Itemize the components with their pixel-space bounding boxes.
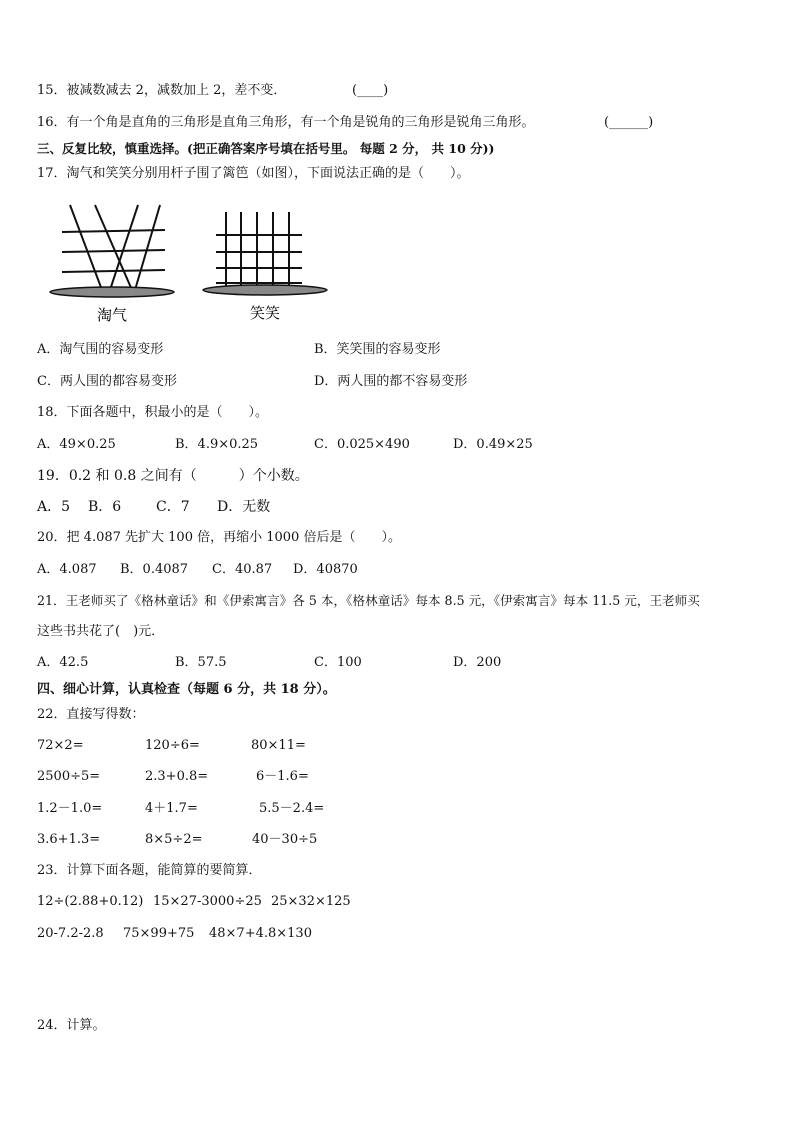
calc-item: 3.6+1.3=: [37, 832, 101, 847]
option-c[interactable]: C．40.87: [212, 562, 273, 577]
ground-shadow: [50, 287, 174, 297]
option-b[interactable]: B．笑笑围的容易变形: [314, 342, 441, 357]
option-d[interactable]: D．两人围的都不容易变形: [314, 374, 468, 389]
calc-item: 4＋1.7=: [145, 801, 198, 816]
calc-item: 2.3+0.8=: [145, 769, 209, 784]
option-b[interactable]: B．0.4087: [120, 562, 189, 577]
question-15: [37, 82, 286, 100]
question-22: 22．直接写得数：: [37, 707, 145, 722]
question-21: 21．王老师买了《格林童话》和《伊索寓言》各 5 本，《格林童话》每本 8.5 元，《伊索寓言》每本 11.5 元，王老师买: [37, 593, 700, 608]
calc-item: 40－30÷5: [252, 832, 318, 847]
option-b[interactable]: B．57.5: [175, 655, 227, 670]
calc-item: 8×5÷2=: [145, 832, 203, 847]
section-heading-3: 三、反复比较，慎重选择。(把正确答案序号填在括号里。 每题 2 分， 共 10 分)): [37, 141, 495, 156]
calc-item: 120÷6=: [145, 738, 200, 753]
fence-taoqi: [62, 205, 165, 290]
section-heading-4: 四、细心计算，认真检查（每题 6 分，共 18 分）。: [37, 682, 336, 697]
question-text: 15．被减数减去 2，减数加上 2，差不变．: [37, 83, 287, 98]
question-16: 16．有一个角是直角的三角形是直角三角形，有一个角是锐角的三角形是锐角三角形。: [37, 115, 535, 130]
calc-item: 15×27-3000÷25: [153, 894, 262, 909]
answer-blank[interactable]: (______): [604, 115, 654, 130]
fence-xiaoxiao: [216, 212, 302, 290]
calc-item: 48×7+4.8×130: [209, 926, 312, 941]
option-b[interactable]: B．6: [88, 499, 122, 515]
calc-item: 12÷(2.88+0.12): [37, 894, 144, 909]
option-d[interactable]: D．40870: [293, 562, 358, 577]
question-17: 17．淘气和笑笑分别用杆子围了篱笆（如图），下面说法正确的是（ ）。: [37, 166, 470, 181]
option-a[interactable]: A．49×0.25: [37, 437, 116, 452]
calc-item: 6－1.6=: [256, 769, 309, 784]
question-19: 19．0.2 和 0.8 之间有（ ）个小数。: [37, 468, 309, 484]
calc-item: 2500÷5=: [37, 769, 101, 784]
answer-blank[interactable]: (____): [352, 83, 389, 98]
fence-figure: [40, 200, 340, 330]
calc-item: 80×11=: [251, 738, 306, 753]
option-a[interactable]: A．淘气围的容易变形: [37, 342, 164, 357]
option-c[interactable]: C．0.025×490: [314, 437, 410, 452]
option-c[interactable]: C．7: [156, 499, 190, 515]
option-b[interactable]: B．4.9×0.25: [175, 437, 259, 452]
option-c[interactable]: C．两人围的都容易变形: [37, 374, 177, 389]
calc-item: 75×99+75: [123, 926, 195, 941]
calc-item: 25×32×125: [271, 894, 351, 909]
option-d[interactable]: D．200: [453, 655, 502, 670]
calc-item: 72×2=: [37, 738, 84, 753]
option-d[interactable]: D．0.49×25: [453, 437, 533, 452]
question-21-line2: 这些书共花了( )元．: [37, 624, 165, 639]
option-a[interactable]: A．4.087: [37, 562, 97, 577]
question-18: 18．下面各题中，积最小的是（ ）。: [37, 405, 269, 420]
question-20: 20．把 4.087 先扩大 100 倍，再缩小 1000 倍后是（ ）。: [37, 530, 401, 545]
calc-item: 5.5－2.4=: [259, 801, 325, 816]
calc-item: 20-7.2-2.8: [37, 926, 104, 941]
fence-label-xiaoxiao: 笑笑: [249, 304, 281, 322]
option-a[interactable]: A．42.5: [37, 655, 89, 670]
option-a[interactable]: A．5: [37, 499, 71, 515]
calc-item: 1.2－1.0=: [37, 801, 103, 816]
fence-label-taoqi: 淘气: [96, 306, 128, 324]
option-d[interactable]: D．无数: [217, 499, 271, 515]
option-c[interactable]: C．100: [314, 655, 362, 670]
question-23: 23．计算下面各题，能简算的要简算．: [37, 863, 262, 878]
ground-shadow: [203, 285, 327, 295]
question-24: 24．计算。: [37, 1018, 106, 1033]
